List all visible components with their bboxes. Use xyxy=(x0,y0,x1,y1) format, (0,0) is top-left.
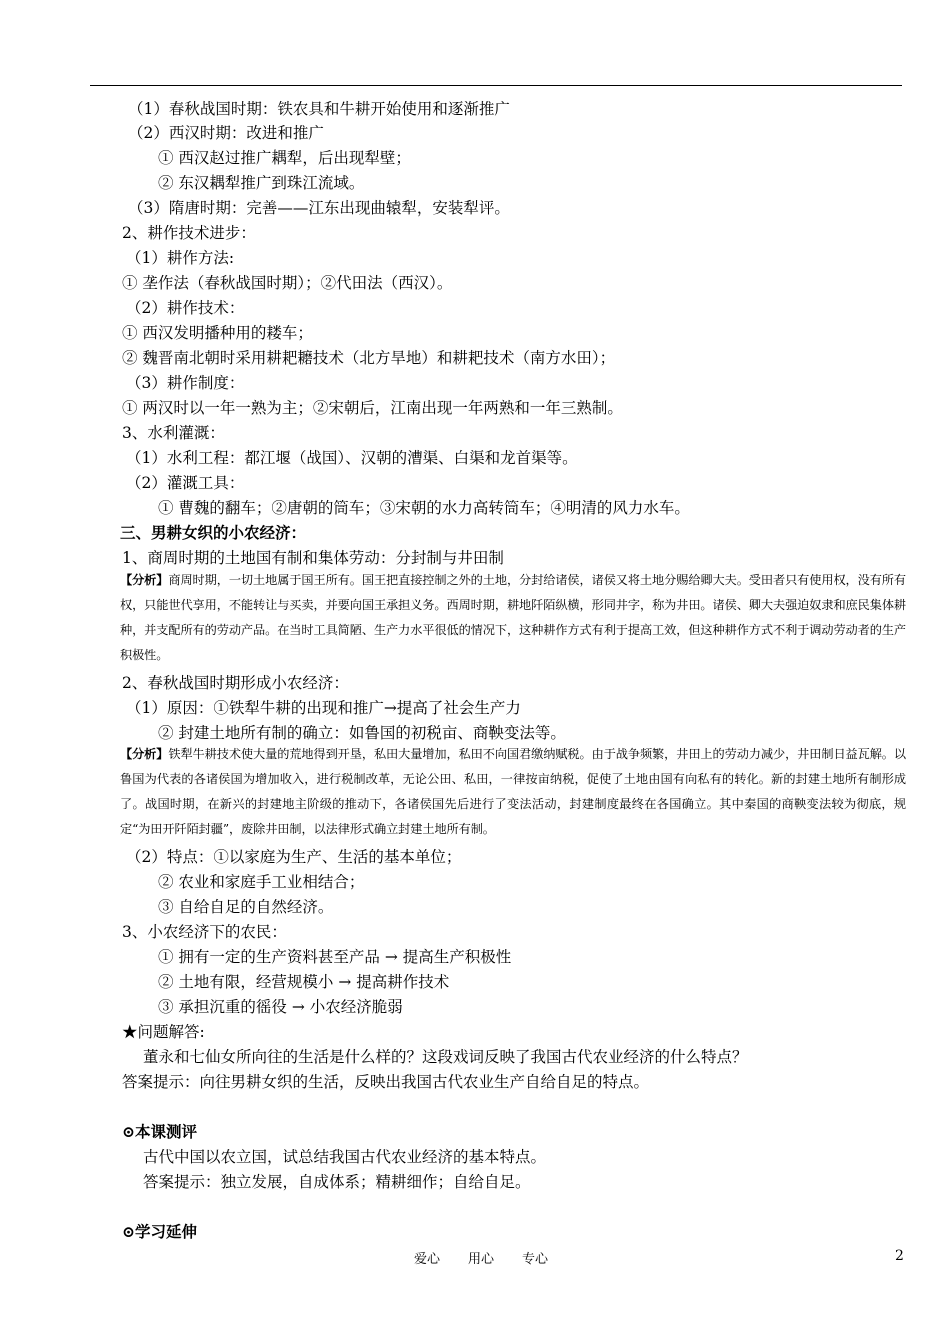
text-line: ① 西汉发明播种用的耧车； xyxy=(122,324,313,342)
text-line: ③ 承担沉重的徭役 → 小农经济脆弱 xyxy=(158,998,403,1016)
analysis-paragraph xyxy=(120,568,906,668)
page-footer xyxy=(414,1248,576,1267)
header-rule xyxy=(90,85,902,86)
section-heading: 三、男耕女织的小农经济： xyxy=(120,523,307,542)
section-heading: ⊙学习延伸 xyxy=(122,1222,197,1241)
analysis-paragraph xyxy=(120,742,906,842)
page-number: 2 xyxy=(895,1248,904,1264)
analysis-text: 铁犁牛耕技术使大量的荒地得到开垦，私田大量增加，私田不向国君缴纳赋税。由于战争频繁，井田上的劳动力减少，井田制日益瓦解。以鲁国为代表的各诸侯国为增加收入，进行税制改革，无论公田、私田，一律按亩纳税，促使了土地由国有向私有的转化。新的封建土地所有制形成了。战国时期，在新兴的封建地主阶级的推动下，各诸侯国先后进行了变法活动，封建制度最终在各国确立。其中秦国的商鞅变法较为彻底，规定“为田开阡陌封疆”，废除井田制，以法律形式确立封建土地所有制。 xyxy=(120,747,906,836)
text-line: 答案提示：独立发展，自成体系；精耕细作；自给自足。 xyxy=(143,1173,531,1191)
text-line: 3、小农经济下的农民： xyxy=(122,923,287,941)
text-line: 2、耕作技术进步： xyxy=(122,224,256,242)
analysis-tag: 【分析】 xyxy=(120,573,169,587)
footer-item: 用心 xyxy=(468,1252,495,1267)
text-line: ① 拥有一定的生产资料甚至产品 → 提高生产积极性 xyxy=(158,948,512,966)
text-line: ① 西汉赵过推广耦犁，后出现犁壁； xyxy=(158,149,411,167)
footer-item: 专心 xyxy=(522,1252,549,1267)
text-line: （1）水利工程：都江堰（战国）、汉朝的漕渠、白渠和龙首渠等。 xyxy=(126,449,578,467)
text-line: ① 曹魏的翻车；②唐朝的筒车；③宋朝的水力高转筒车；④明清的风力水车。 xyxy=(158,499,690,517)
text-line: 答案提示：向往男耕女织的生活，反映出我国古代农业生产自给自足的特点。 xyxy=(122,1073,650,1091)
text-line: ① 垄作法（春秋战国时期）；②代田法（西汉）。 xyxy=(122,274,453,292)
text-line: （1）春秋战国时期：铁农具和牛耕开始使用和逐渐推广 xyxy=(128,100,510,118)
section-heading: ⊙本课测评 xyxy=(122,1122,197,1141)
text-line: 1、商周时期的土地国有制和集体劳动：分封制与井田制 xyxy=(122,549,504,567)
text-line: ② 封建土地所有制的确立：如鲁国的初税亩、商鞅变法等。 xyxy=(158,724,566,742)
text-line: （3）耕作制度： xyxy=(126,374,245,392)
text-line: ★问题解答: xyxy=(122,1023,205,1041)
analysis-tag: 【分析】 xyxy=(120,747,169,761)
text-line: （2）特点：①以家庭为生产、生活的基本单位； xyxy=(126,848,462,866)
text-line: （3）隋唐时期：完善——江东出现曲辕犁，安装犁评。 xyxy=(128,199,510,217)
text-line: （2）西汉时期：改进和推广 xyxy=(128,124,324,142)
text-line: 古代中国以农立国，试总结我国古代农业经济的基本特点。 xyxy=(143,1148,547,1166)
text-line: （2）灌溉工具： xyxy=(126,474,245,492)
text-line: ③ 自给自足的自然经济。 xyxy=(158,898,334,916)
text-line: ② 东汉耦犁推广到珠江流域。 xyxy=(158,174,365,192)
text-line: 董永和七仙女所向往的生活是什么样的？这段戏词反映了我国古代农业经济的什么特点？ xyxy=(143,1048,748,1066)
text-line: （1）原因：①铁犁牛耕的出现和推广→提高了社会生产力 xyxy=(126,699,521,717)
text-line: （1）耕作方法: xyxy=(126,249,235,267)
text-line: 2、春秋战国时期形成小农经济： xyxy=(122,674,349,692)
text-line: （2）耕作技术： xyxy=(126,299,245,317)
text-line: ② 农业和家庭手工业相结合； xyxy=(158,873,365,891)
text-line: ② 魏晋南北朝时采用耕耙耱技术（北方旱地）和耕耙技术（南方水田）； xyxy=(122,349,616,367)
text-line: ② 土地有限，经营规模小 → 提高耕作技术 xyxy=(158,973,450,991)
text-line: 3、水利灌溉： xyxy=(122,424,225,442)
footer-item: 爱心 xyxy=(414,1252,441,1267)
analysis-text: 商周时期，一切土地属于国王所有。国王把直接控制之外的土地，分封给诸侯，诸侯又将土地分赐给卿大夫。受田者只有使用权，没有所有权，只能世代享用，不能转让与买卖，并要向国王承担义务。西周时期，耕地阡陌纵横，形同井字，称为井田。诸侯、卿大夫强迫奴隶和庶民集体耕种，并支配所有的劳动产品。在当时工具简陋、生产力水平很低的情况下，这种耕作方式有利于提高工效，但这种耕作方式不利于调动劳动者的生产积极性。 xyxy=(120,573,906,662)
text-line: ① 两汉时以一年一熟为主；②宋朝后，江南出现一年两熟和一年三熟制。 xyxy=(122,399,623,417)
